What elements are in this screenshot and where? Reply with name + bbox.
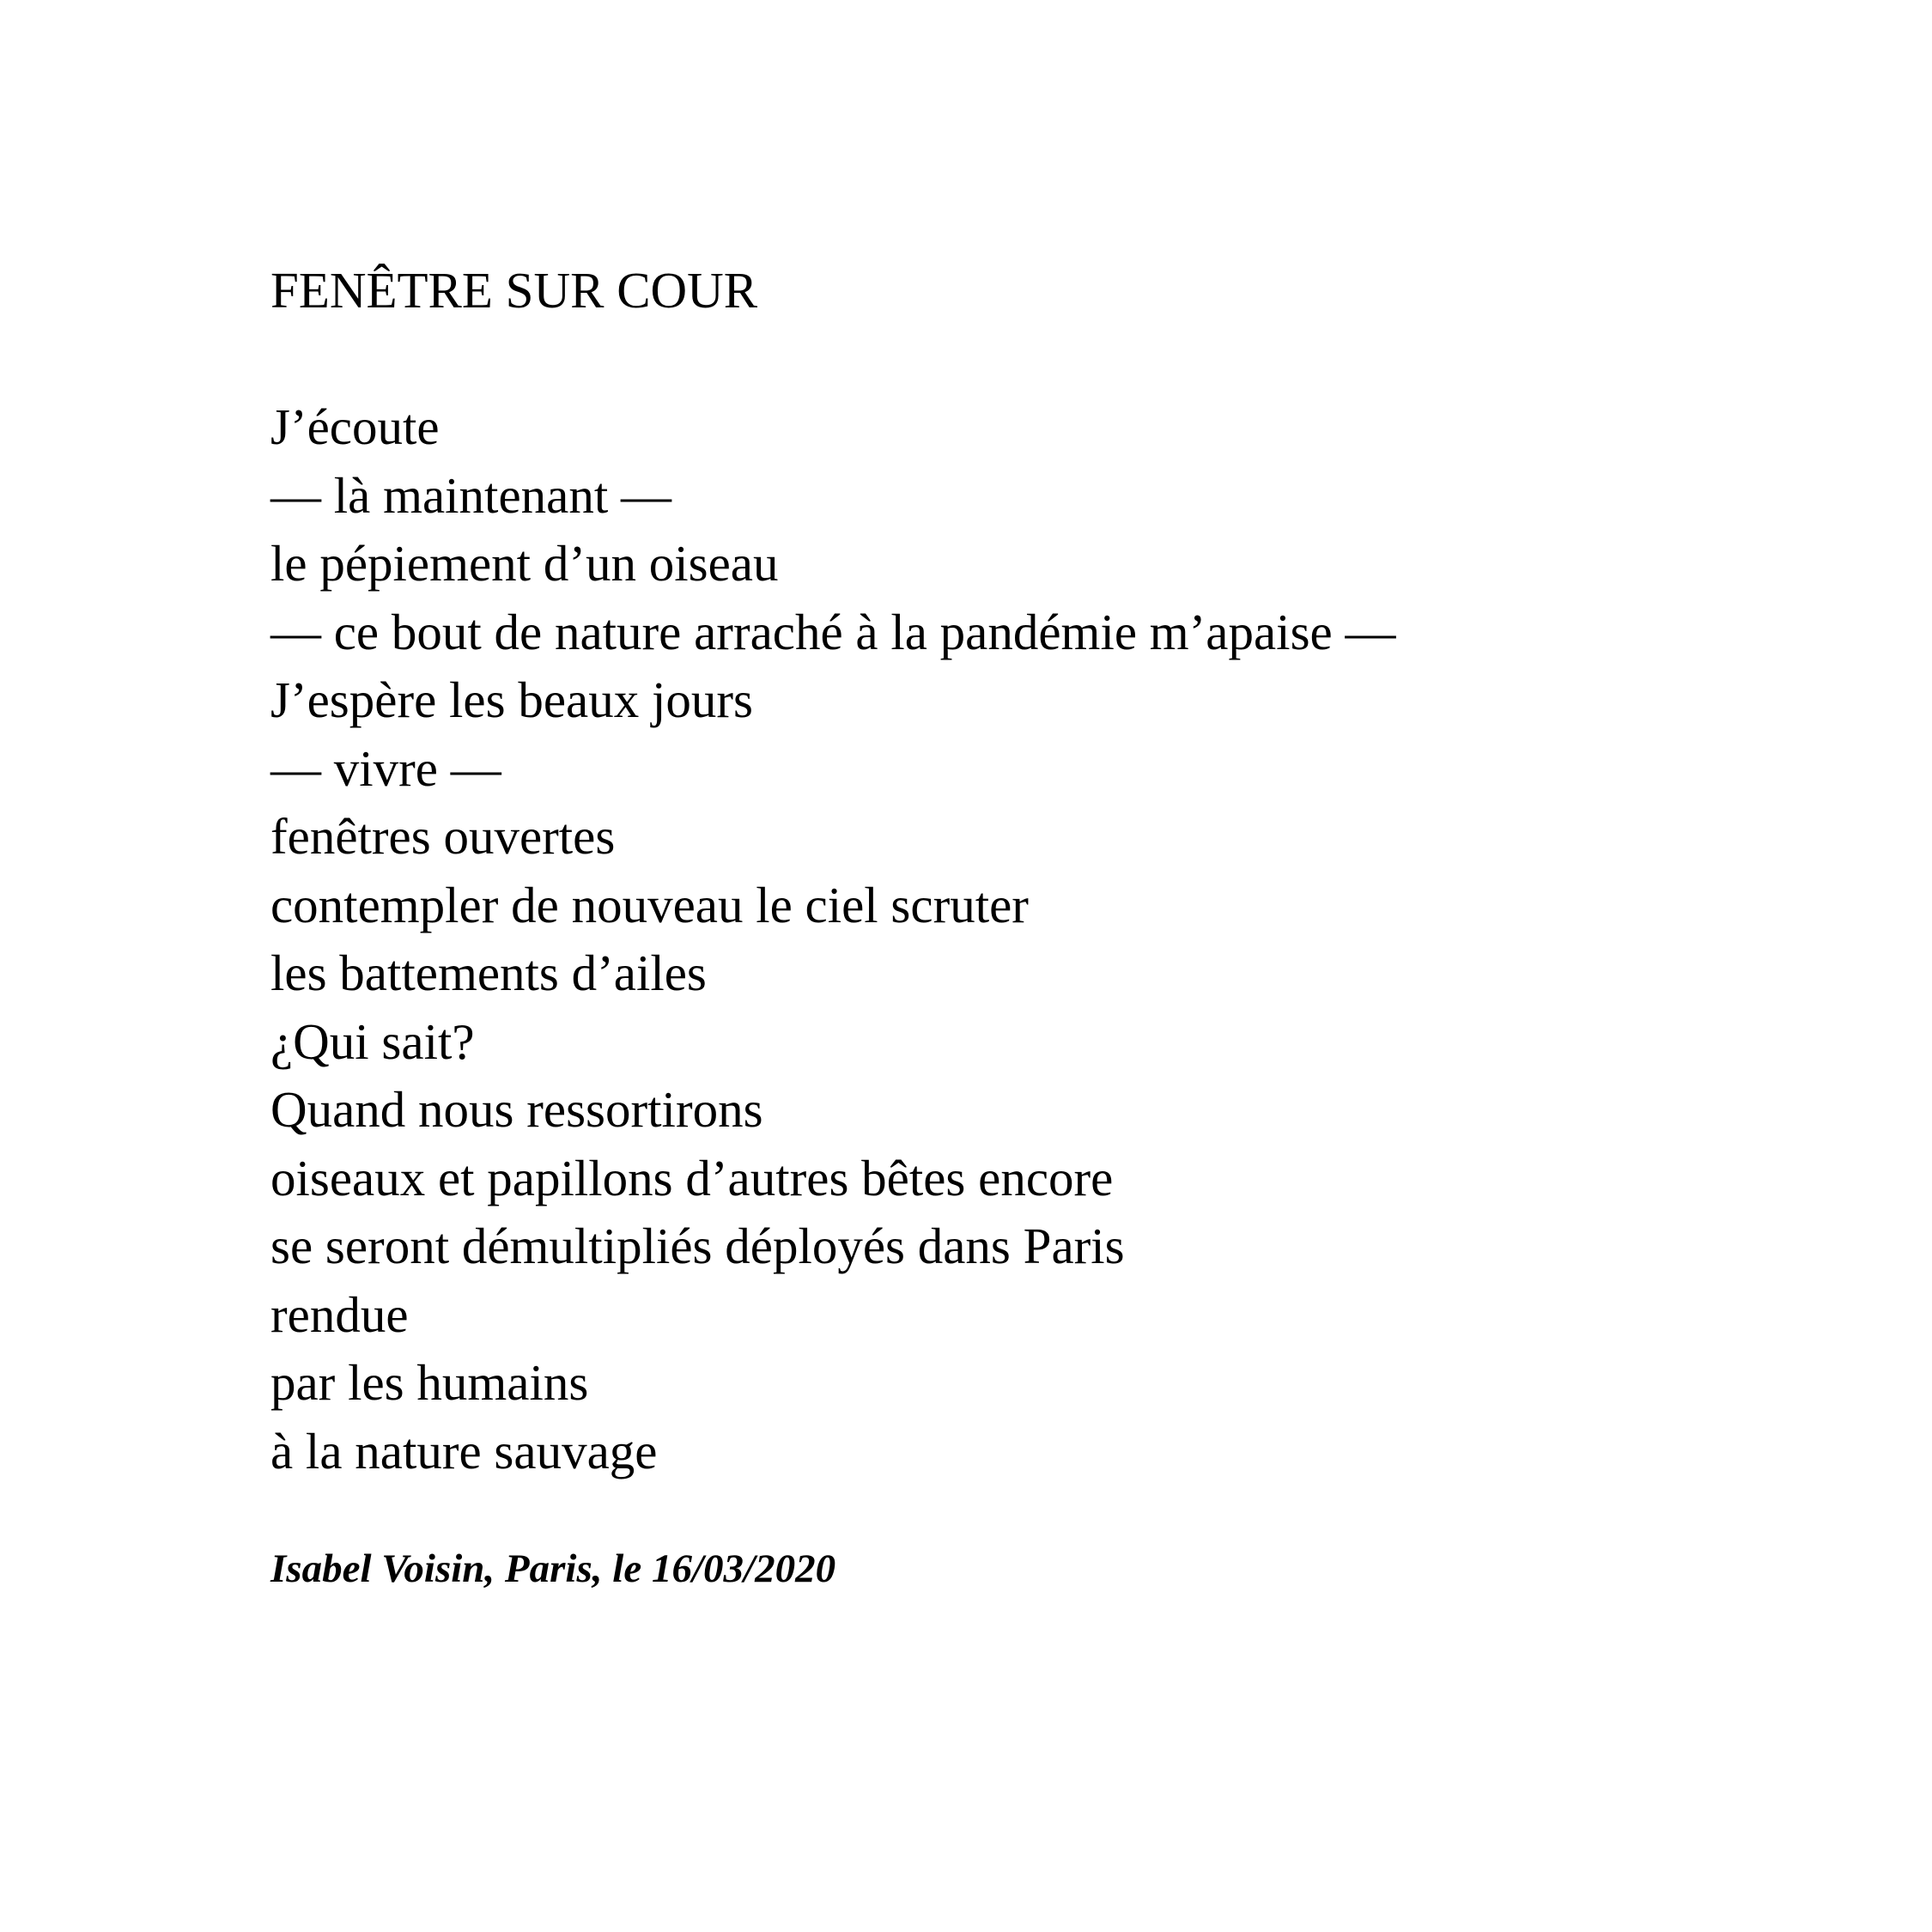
poem-line: J’espère les beaux jours	[270, 671, 753, 728]
poem-line: par les humains	[270, 1354, 589, 1411]
author-signature: Isabel Voisin, Paris, le 16/03/2020	[270, 1546, 836, 1591]
poem-line: — vivre —	[270, 739, 501, 797]
poem-line: se seront démultipliés déployés dans Paris	[270, 1218, 1125, 1274]
poem-title: FENÊTRE SUR COUR	[270, 262, 758, 319]
poem-line: J’écoute	[270, 398, 440, 455]
poem-line: à la nature sauvage	[270, 1422, 658, 1479]
poem-line: rendue	[270, 1285, 409, 1343]
poem-line: ¿Qui sait?	[270, 1012, 475, 1070]
poem-line: le pépiement d’un oiseau	[270, 535, 779, 592]
poem-line: Quand nous ressortirons	[270, 1081, 763, 1138]
poem-line: oiseaux et papillons d’autres bêtes encore	[270, 1149, 1114, 1206]
poem-line: les battements d’ailes	[270, 945, 707, 1001]
poem-line: — ce bout de nature arraché à la pandémie m’apaise —	[270, 603, 1396, 660]
poem-line: fenêtres ouvertes	[270, 808, 616, 865]
poem-body	[270, 393, 1395, 1485]
poem-line: contempler de nouveau le ciel scruter	[270, 876, 1029, 933]
poem-line: — là maintenant —	[270, 466, 671, 524]
